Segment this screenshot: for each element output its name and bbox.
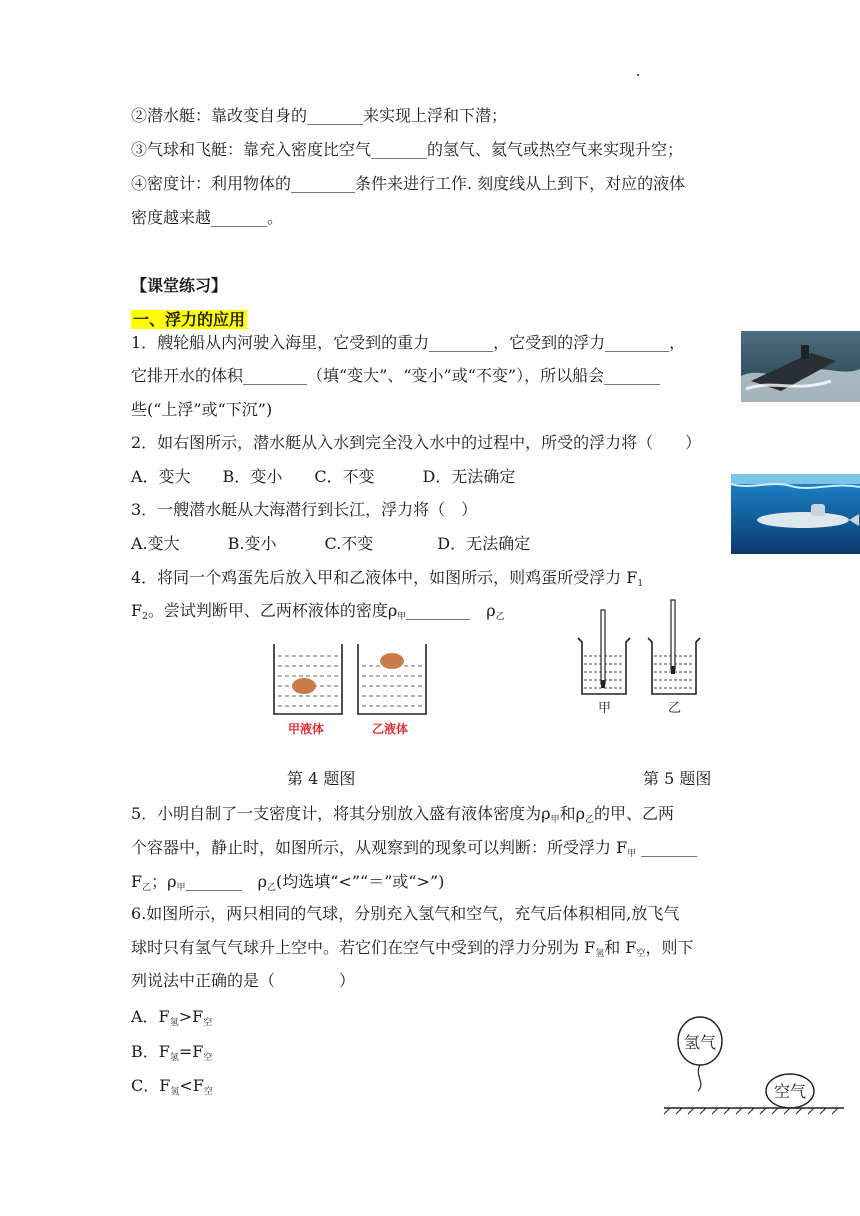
- intro-balloon: ③气球和飞艇：靠充入密度比空气_______的氢气、氦气或热空气来实现升空；: [131, 140, 684, 159]
- q4-line1: 4．将同一个鸡蛋先后放入甲和乙液体中，如图所示，则鸡蛋所受浮力 $F_1$: [131, 568, 644, 589]
- q2-stem: 2．如右图所示，潜水艇从入水到完全没入水中的过程中，所受的浮力将（ ）: [131, 433, 702, 452]
- hydro-label-b: 乙: [668, 701, 682, 716]
- caption-q4: 第 4 题图: [287, 769, 356, 788]
- q5-line2: 个容器中，静止时，如图所示，从观察到的现象可以判断：所受浮力 $F_甲$ _______: [131, 838, 698, 859]
- egg-sinking: [292, 678, 316, 694]
- q1-line1: 1．艘轮船从内河驶入海里，它受到的重力________，它受到的浮力________，: [131, 333, 686, 352]
- balloons-figure: [658, 1015, 848, 1115]
- intro-hydrometer-2: 密度越来越_______。: [131, 208, 284, 227]
- hydrometer-figure: [576, 596, 706, 716]
- q4-line2: $F_2$。尝试判断甲、乙两杯液体的密度$\rho_甲\_\_\_\_\_\_\_\_$ $\rho_乙$: [131, 601, 505, 622]
- q2-options: A．变大 B．变小 C．不变 D．无法确定: [131, 467, 516, 486]
- q5-line1: 5．小明自制了一支密度计，将其分别放入盛有液体密度为$\rho_甲$和$\rho_乙$的甲、乙两: [131, 804, 675, 825]
- q5-line3: $F_乙$；$\rho_甲\_\_\_\_\_\_\_$ $\rho_乙$(均选填“<”“＝”或“>”): [131, 872, 445, 893]
- hydrometer-b: [671, 600, 675, 670]
- caption-q5: 第 5 题图: [643, 769, 712, 788]
- q6-option-a: A．$F_氢>F_空$: [131, 1007, 213, 1028]
- q6-option-b: B．$F_氢=F_空$: [131, 1042, 213, 1063]
- page-dot: [637, 74, 639, 76]
- q3-options: A.变大 B.变小 C.不变 D．无法确定: [131, 534, 531, 553]
- egg-label-a: 甲液体: [288, 722, 325, 736]
- q6-line1: 6.如图所示，两只相同的气球，分别充入氢气和空气，充气后体积相同,放飞气: [131, 904, 680, 923]
- air-label: 空气: [773, 1082, 807, 1101]
- hydrometer-a: [601, 610, 605, 684]
- hydrogen-label: 氢气: [683, 1033, 717, 1052]
- subsection-title: 一、浮力的应用: [133, 310, 246, 329]
- submarine-photo: [731, 474, 860, 554]
- intro-submarine: ②潜水艇：靠改变自身的_______来实现上浮和下潜；: [131, 106, 508, 125]
- q6-option-c: C．$F_氢<F_空$: [131, 1076, 213, 1097]
- egg-floating: [380, 653, 404, 669]
- intro-hydrometer-1: ④密度计：利用物体的________条件来进行工作. 刻度线从上到下，对应的液体: [131, 174, 686, 193]
- q1-line3: 些(“上浮”或“下沉”): [131, 400, 273, 419]
- section-title: 【课堂练习】: [131, 276, 228, 295]
- egg-label-b: 乙液体: [372, 722, 409, 736]
- q3-stem: 3．一艘潜水艇从大海潜行到长江，浮力将（ ）: [131, 500, 478, 519]
- egg-beakers-figure: [268, 642, 438, 742]
- ship-photo: [741, 331, 860, 402]
- q1-line2: 它排开水的体积________（填“变大”、“变小”或“不变”），所以船会_______: [131, 366, 661, 385]
- hydro-label-a: 甲: [598, 701, 612, 716]
- q6-line2: 球时只有氢气气球升上空中。若它们在空气中受到的浮力分别为 $F_氢$和 $F_空$，则下: [131, 938, 694, 959]
- q6-line3: 列说法中正确的是（ ）: [131, 971, 356, 990]
